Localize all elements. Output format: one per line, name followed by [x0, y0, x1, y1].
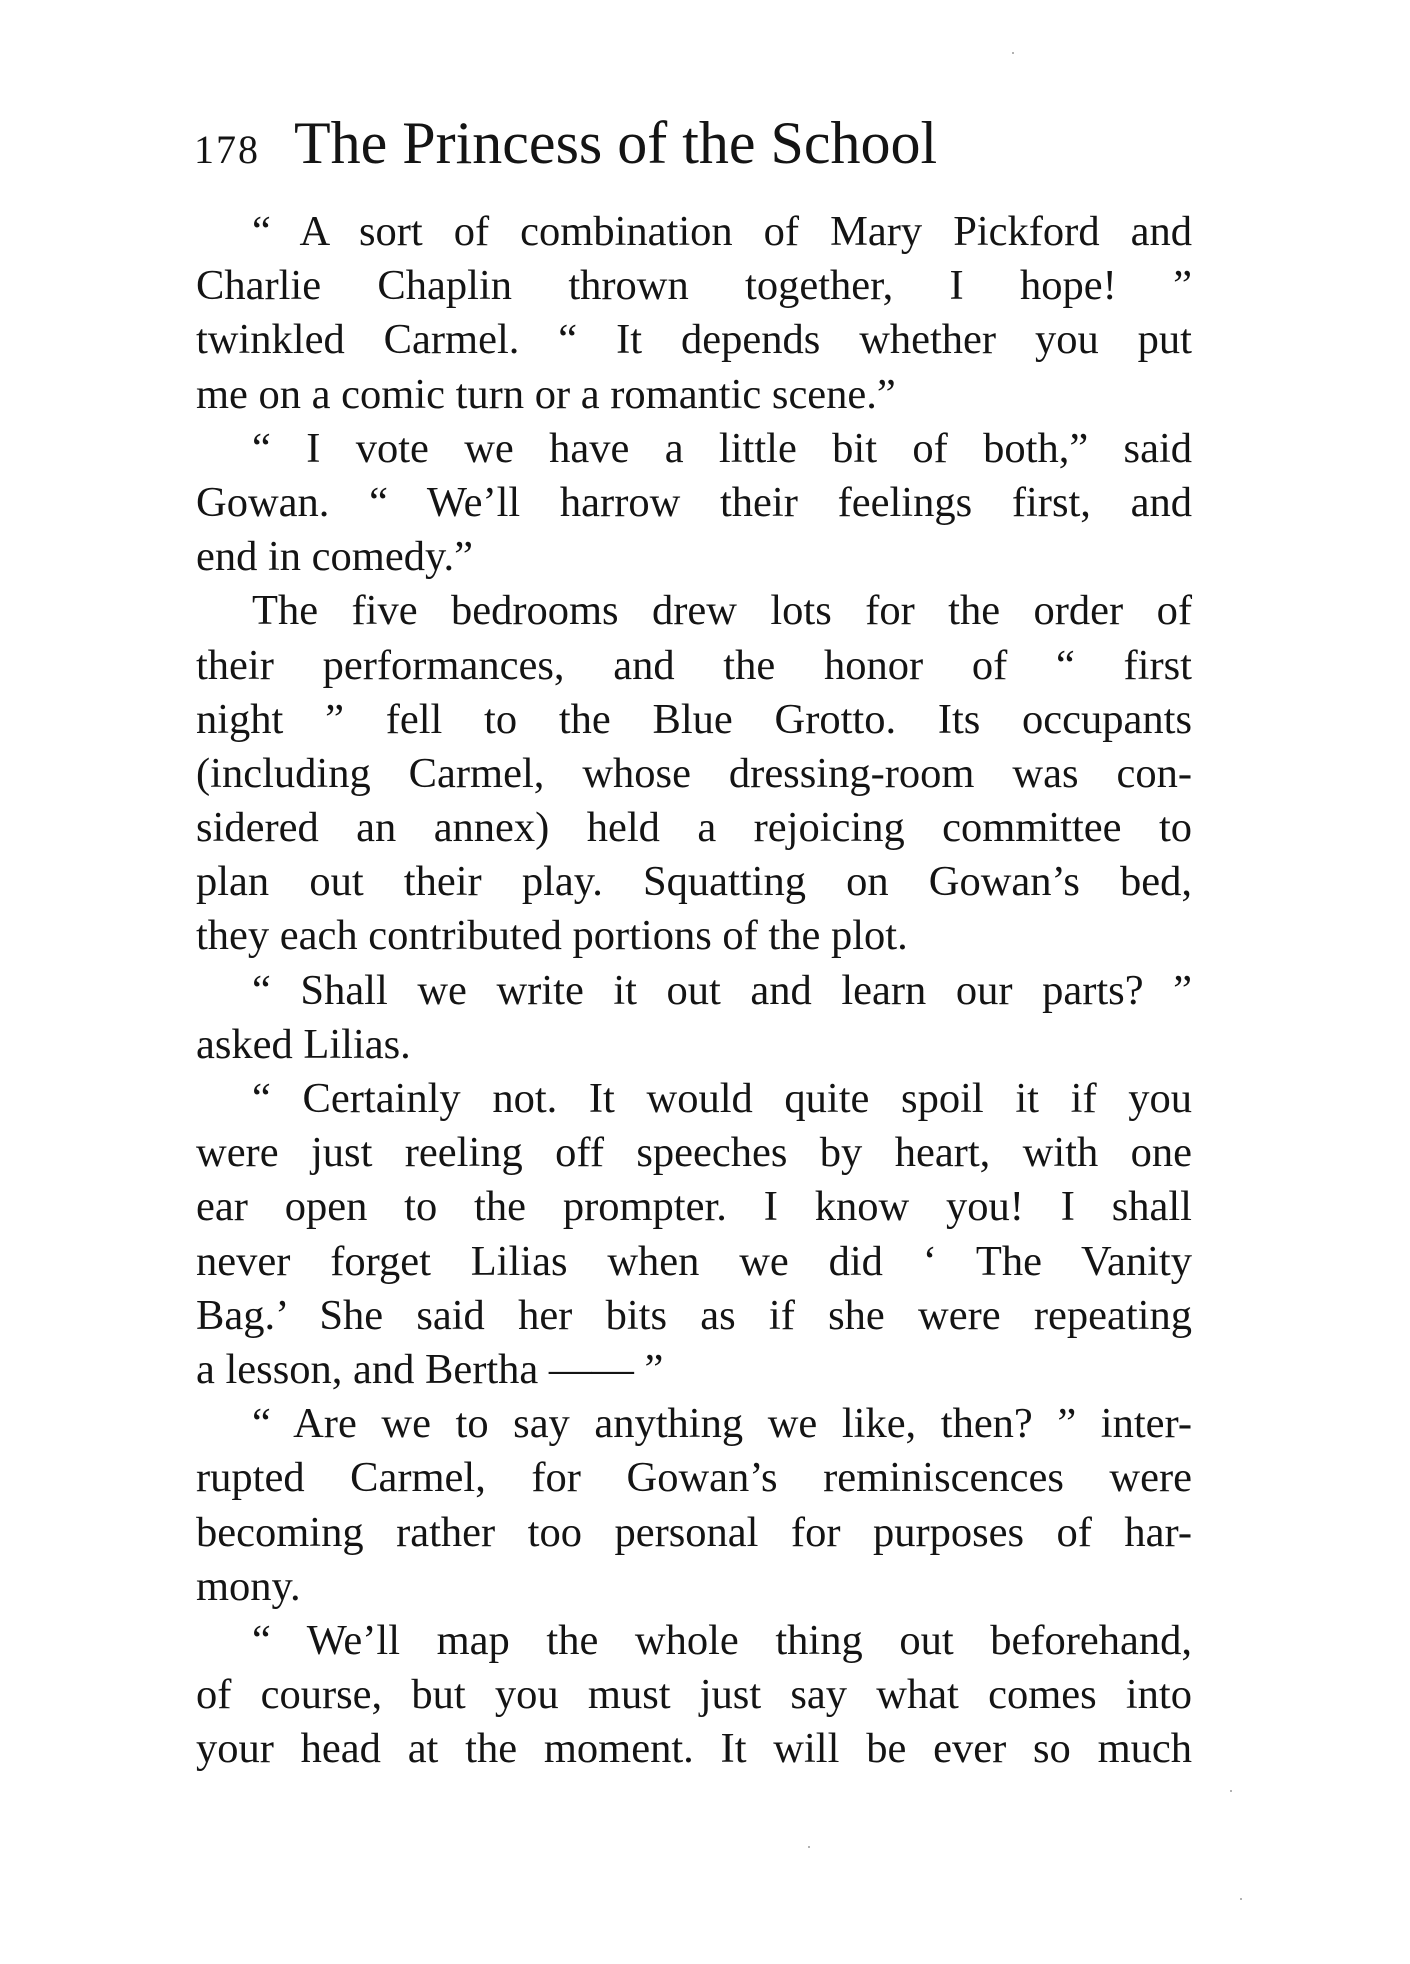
text-line: plan out their play. Squatting on Gowan’s bed,: [196, 858, 1192, 906]
text-line: me on a comic turn or a romantic scene.”: [196, 370, 896, 418]
paragraph: [196, 1614, 1192, 1777]
text-line: Gowan. “ We’ll harrow their feelings first, and: [196, 478, 1192, 526]
text-line: Bag.’ She said her bits as if she were repeating: [196, 1291, 1192, 1339]
scan-speck: [1240, 1898, 1242, 1900]
text-line: The five bedrooms drew lots for the order of: [252, 587, 1192, 635]
paragraph: [196, 584, 1192, 963]
body-text: [196, 205, 1192, 1776]
text-line: “ Certainly not. It would quite spoil it if you: [252, 1075, 1192, 1122]
scan-speck: [808, 1846, 810, 1848]
text-line: “ We’ll map the whole thing out beforehand,: [252, 1616, 1192, 1664]
text-line: becoming rather too personal for purposes of har-: [196, 1508, 1192, 1556]
paragraph: [196, 422, 1192, 585]
page-number: 178: [194, 127, 260, 172]
text-line: rupted Carmel, for Gowan’s reminiscences were: [196, 1454, 1192, 1502]
text-line: they each contributed portions of the plot.: [196, 912, 908, 960]
text-line: “ A sort of combination of Mary Pickford and: [252, 208, 1192, 255]
text-line: never forget Lilias when we did ‘ The Vanity: [196, 1237, 1192, 1285]
text-line: your head at the moment. It will be ever so much: [196, 1725, 1192, 1773]
text-line: “ I vote we have a little bit of both,” said: [252, 424, 1192, 472]
running-head: [194, 108, 937, 178]
text-line: mony.: [196, 1562, 301, 1610]
text-line: ear open to the prompter. I know you! I shall: [196, 1183, 1192, 1231]
text-line: of course, but you must just say what comes into: [196, 1671, 1192, 1719]
paragraph: [196, 1397, 1192, 1614]
text-line: twinkled Carmel. “ It depends whether you put: [196, 316, 1192, 364]
book-title: The Princess of the School: [294, 110, 938, 176]
text-line: end in comedy.”: [196, 533, 473, 581]
text-line: night ” fell to the Blue Grotto. Its occupants: [196, 695, 1192, 743]
text-line: Charlie Chaplin thrown together, I hope! ”: [196, 262, 1192, 310]
scan-speck: [1230, 1790, 1232, 1792]
text-line: (including Carmel, whose dressing-room was con-: [196, 749, 1192, 797]
text-line: were just reeling off speeches by heart, with one: [196, 1129, 1192, 1177]
text-line: “ Shall we write it out and learn our parts? ”: [252, 966, 1192, 1014]
text-line: their performances, and the honor of “ first: [196, 641, 1192, 689]
text-line: asked Lilias.: [196, 1020, 411, 1068]
paragraph: [196, 964, 1192, 1072]
text-line: “ Are we to say anything we like, then? ” inter-: [252, 1400, 1192, 1448]
text-line: sidered an annex) held a rejoicing committee to: [196, 804, 1192, 852]
text-line: a lesson, and Bertha —— ”: [196, 1345, 664, 1393]
scan-speck: [1012, 52, 1014, 54]
paragraph: [196, 1072, 1192, 1397]
paragraph: [196, 205, 1192, 422]
